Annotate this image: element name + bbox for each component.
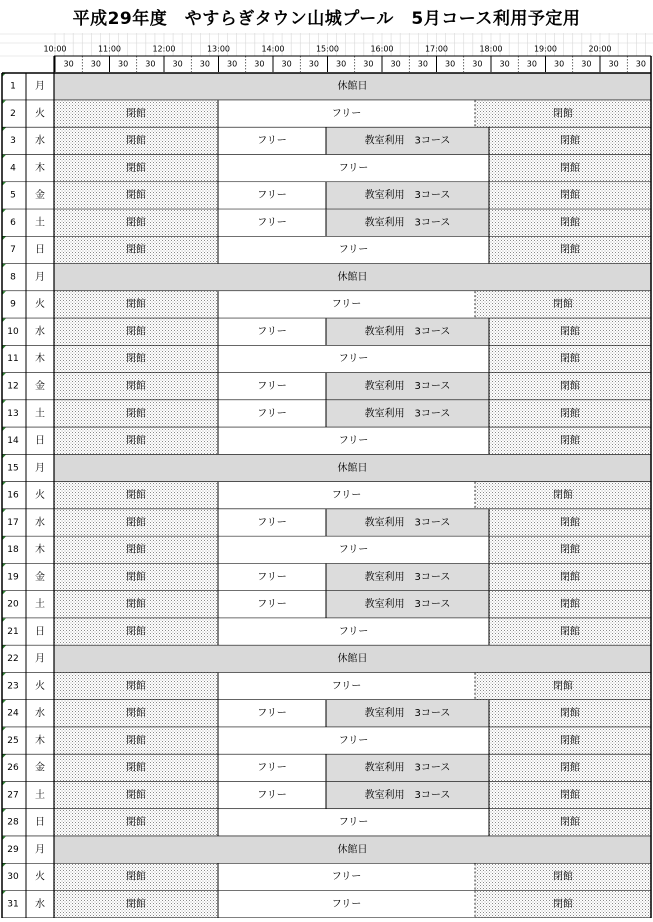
weekday-label: 火 [35, 871, 45, 883]
holiday-label: 休館日 [337, 653, 368, 665]
day-number: 1 [10, 81, 16, 92]
half-hour-label: 30 [336, 59, 347, 69]
lesson-label: 教室利用 3コース [364, 789, 451, 801]
weekday-label: 木 [35, 353, 45, 365]
weekday-label: 月 [35, 271, 45, 283]
closed-label: 閉館 [560, 735, 580, 747]
hour-label: 15:00 [315, 44, 340, 54]
closed-label: 閉館 [560, 380, 580, 392]
free-label: フリー [257, 762, 287, 774]
closed-label: 閉館 [126, 435, 146, 447]
free-label: フリー [257, 789, 287, 801]
day-number: 20 [7, 599, 19, 610]
free-label: フリー [257, 217, 287, 229]
closed-label: 閉館 [126, 735, 146, 747]
weekday-label: 土 [35, 408, 45, 420]
free-label: フリー [331, 871, 362, 883]
hour-label: 13:00 [206, 44, 231, 54]
free-label: フリー [331, 898, 362, 910]
hour-label: 12:00 [152, 44, 176, 54]
closed-label: 閉館 [126, 517, 146, 529]
closed-label: 閉館 [126, 626, 146, 638]
closed-label: 閉館 [126, 326, 146, 338]
holiday-label: 休館日 [337, 81, 368, 93]
lesson-label: 教室利用 3コース [364, 517, 451, 529]
closed-label: 閉館 [560, 817, 580, 829]
closed-label: 閉館 [126, 817, 146, 829]
closed-label: 閉館 [560, 599, 580, 611]
half-hour-label: 30 [63, 59, 74, 69]
weekday-label: 木 [35, 162, 45, 174]
closed-label: 閉館 [553, 490, 573, 502]
day-number: 26 [7, 763, 19, 774]
hour-label: 16:00 [370, 44, 394, 54]
closed-label: 閉館 [560, 353, 580, 365]
half-hour-label: 30 [118, 59, 129, 69]
day-number: 4 [10, 163, 16, 174]
day-number: 5 [10, 190, 16, 201]
free-label: フリー [257, 571, 287, 583]
weekday-label: 月 [35, 844, 45, 856]
closed-label: 閉館 [126, 408, 146, 420]
lesson-label: 教室利用 3コース [364, 217, 451, 229]
closed-label: 閉館 [126, 108, 146, 120]
day-number: 12 [7, 381, 19, 392]
weekday-label: 水 [35, 326, 45, 338]
weekday-label: 火 [35, 680, 45, 692]
day-number: 10 [7, 326, 19, 337]
free-label: フリー [338, 626, 369, 638]
day-number: 31 [7, 899, 19, 910]
half-hour-label: 30 [635, 59, 646, 69]
weekday-label: 金 [35, 190, 45, 202]
weekday-label: 木 [35, 544, 45, 556]
day-number: 16 [7, 490, 19, 501]
closed-label: 閉館 [126, 871, 146, 883]
day-number: 18 [7, 545, 19, 556]
free-label: フリー [331, 108, 362, 120]
closed-label: 閉館 [126, 190, 146, 202]
lesson-label: 教室利用 3コース [364, 408, 451, 420]
lesson-label: 教室利用 3コース [364, 135, 451, 147]
page-title: 平成29年度 やすらぎタウン山城プール 5月コース利用予定用 [72, 9, 581, 29]
closed-label: 閉館 [126, 544, 146, 556]
half-hour-label: 30 [308, 59, 319, 69]
closed-label: 閉館 [126, 789, 146, 801]
holiday-label: 休館日 [337, 271, 368, 283]
half-hour-label: 30 [172, 59, 183, 69]
closed-label: 閉館 [560, 762, 580, 774]
closed-label: 閉館 [560, 162, 580, 174]
closed-label: 閉館 [553, 871, 573, 883]
lesson-label: 教室利用 3コース [364, 708, 451, 720]
weekday-label: 土 [35, 599, 45, 611]
weekday-label: 日 [35, 435, 45, 447]
closed-label: 閉館 [126, 762, 146, 774]
lesson-label: 教室利用 3コース [364, 190, 451, 202]
closed-label: 閉館 [126, 708, 146, 720]
hour-label: 17:00 [424, 44, 449, 54]
half-hour-label: 30 [90, 59, 101, 69]
half-hour-label: 30 [199, 59, 210, 69]
half-hour-label: 30 [581, 59, 592, 69]
day-number: 30 [7, 872, 19, 883]
hour-label: 11:00 [97, 44, 122, 54]
free-label: フリー [257, 380, 287, 392]
weekday-label: 日 [35, 244, 45, 256]
free-label: フリー [257, 326, 287, 338]
hour-label: 14:00 [261, 44, 285, 54]
half-hour-label: 30 [608, 59, 619, 69]
closed-label: 閉館 [560, 626, 580, 638]
free-label: フリー [338, 817, 369, 829]
schedule-grid [0, 33, 653, 918]
closed-label: 閉館 [560, 435, 580, 447]
free-label: フリー [331, 490, 362, 502]
closed-label: 閉館 [560, 190, 580, 202]
weekday-label: 水 [35, 898, 45, 910]
closed-label: 閉館 [126, 135, 146, 147]
closed-label: 閉館 [560, 244, 580, 256]
weekday-label: 日 [35, 626, 45, 638]
closed-label: 閉館 [560, 571, 580, 583]
day-number: 14 [7, 436, 19, 447]
free-label: フリー [338, 435, 369, 447]
half-hour-label: 30 [363, 59, 374, 69]
weekday-label: 日 [35, 817, 45, 829]
day-number: 28 [7, 817, 19, 828]
half-hour-label: 30 [445, 59, 456, 69]
half-hour-label: 30 [227, 59, 238, 69]
closed-label: 閉館 [553, 108, 573, 120]
closed-label: 閉館 [560, 135, 580, 147]
half-hour-label: 30 [254, 59, 265, 69]
closed-label: 閉館 [560, 708, 580, 720]
free-label: フリー [338, 244, 369, 256]
free-label: フリー [257, 517, 287, 529]
lesson-label: 教室利用 3コース [364, 599, 451, 611]
day-number: 17 [7, 517, 19, 528]
closed-label: 閉館 [126, 680, 146, 692]
day-number: 8 [10, 272, 16, 283]
half-hour-label: 30 [281, 59, 292, 69]
free-label: フリー [257, 135, 287, 147]
hour-label: 20:00 [588, 44, 612, 54]
closed-label: 閉館 [126, 244, 146, 256]
closed-label: 閉館 [560, 789, 580, 801]
half-hour-label: 30 [472, 59, 483, 69]
closed-label: 閉館 [126, 217, 146, 229]
weekday-label: 土 [35, 217, 45, 229]
closed-label: 閉館 [126, 571, 146, 583]
closed-label: 閉館 [553, 680, 573, 692]
hour-label: 18:00 [479, 44, 503, 54]
weekday-label: 水 [35, 135, 45, 147]
day-number: 29 [7, 844, 19, 855]
closed-label: 閉館 [560, 408, 580, 420]
weekday-label: 水 [35, 708, 45, 720]
weekday-label: 火 [35, 108, 45, 120]
weekday-label: 金 [35, 571, 45, 583]
day-number: 7 [10, 245, 16, 256]
lesson-label: 教室利用 3コース [364, 571, 451, 583]
weekday-label: 月 [35, 81, 45, 93]
weekday-label: 火 [35, 299, 45, 311]
free-label: フリー [257, 190, 287, 202]
closed-label: 閉館 [126, 380, 146, 392]
weekday-label: 土 [35, 789, 45, 801]
closed-label: 閉館 [560, 326, 580, 338]
day-number: 24 [7, 708, 19, 719]
day-number: 2 [10, 108, 16, 119]
day-number: 19 [7, 572, 19, 583]
free-label: フリー [338, 544, 369, 556]
holiday-label: 休館日 [337, 462, 368, 474]
day-number: 13 [7, 408, 19, 419]
free-label: フリー [257, 599, 287, 611]
day-number: 27 [7, 790, 19, 801]
hour-label: 19:00 [533, 44, 558, 54]
weekday-label: 火 [35, 490, 45, 502]
half-hour-label: 30 [499, 59, 510, 69]
day-number: 6 [10, 217, 16, 228]
weekday-label: 月 [35, 653, 45, 665]
free-label: フリー [331, 680, 362, 692]
day-number: 11 [7, 354, 19, 365]
day-number: 9 [10, 299, 16, 310]
holiday-label: 休館日 [337, 844, 368, 856]
lesson-label: 教室利用 3コース [364, 326, 451, 338]
half-hour-label: 30 [145, 59, 156, 69]
closed-label: 閉館 [126, 353, 146, 365]
day-number: 21 [7, 626, 19, 637]
free-label: フリー [338, 735, 369, 747]
closed-label: 閉館 [560, 217, 580, 229]
closed-label: 閉館 [126, 599, 146, 611]
closed-label: 閉館 [126, 898, 146, 910]
free-label: フリー [257, 708, 287, 720]
free-label: フリー [338, 162, 369, 174]
lesson-label: 教室利用 3コース [364, 762, 451, 774]
day-number: 3 [10, 136, 16, 147]
closed-label: 閉館 [126, 490, 146, 502]
day-number: 23 [7, 681, 19, 692]
half-hour-label: 30 [526, 59, 537, 69]
day-number: 22 [7, 654, 19, 665]
weekday-label: 金 [35, 762, 45, 774]
weekday-label: 木 [35, 735, 45, 747]
day-number: 25 [7, 735, 19, 746]
weekday-label: 月 [35, 462, 45, 474]
closed-label: 閉館 [560, 517, 580, 529]
free-label: フリー [331, 299, 362, 311]
closed-label: 閉館 [126, 162, 146, 174]
closed-label: 閉館 [560, 544, 580, 556]
day-number: 15 [7, 463, 19, 474]
hour-label: 10:00 [43, 44, 67, 54]
weekday-label: 水 [35, 517, 45, 529]
half-hour-label: 30 [417, 59, 428, 69]
schedule-table [0, 33, 653, 918]
free-label: フリー [338, 353, 369, 365]
lesson-label: 教室利用 3コース [364, 380, 451, 392]
weekday-label: 金 [35, 380, 45, 392]
closed-label: 閉館 [553, 898, 573, 910]
half-hour-label: 30 [390, 59, 401, 69]
closed-label: 閉館 [126, 299, 146, 311]
free-label: フリー [257, 408, 287, 420]
half-hour-label: 30 [554, 59, 565, 69]
closed-label: 閉館 [553, 299, 573, 311]
